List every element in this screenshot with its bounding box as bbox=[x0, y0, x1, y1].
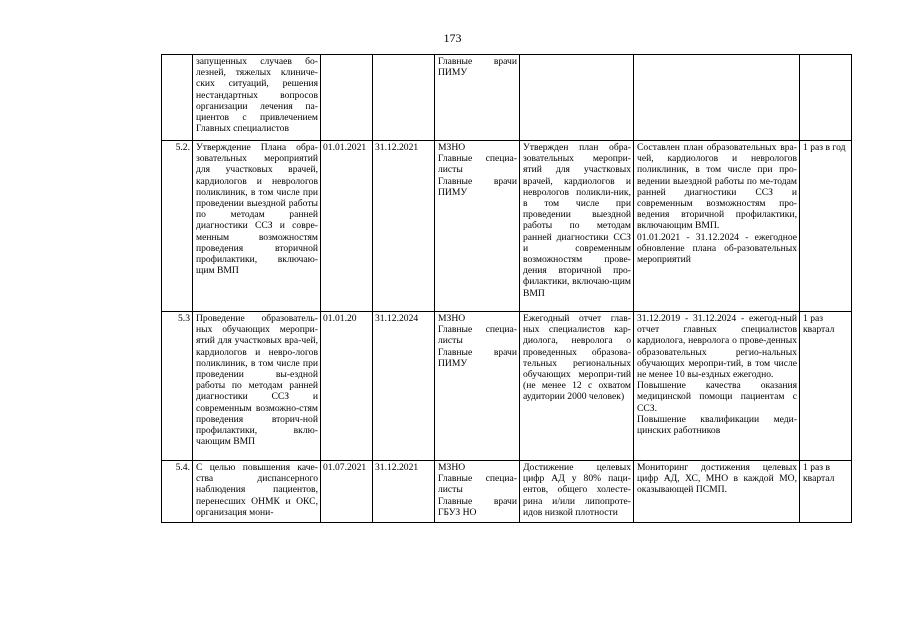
row-number: 5.3 bbox=[162, 312, 193, 461]
event-cell: Утверждение Плана обра-зовательных мероприятий для участковых врачей, кардиологов и неврологов поликлиник, в том числе при проведении выездной работы по методам ранней диагностики ССЗ и совре-менным возможностям проведения вторичной профилактики, включаю-щим ВМП bbox=[193, 141, 321, 312]
start-date: 01.01.2021 bbox=[321, 141, 373, 312]
responsible-cell bbox=[435, 55, 520, 141]
table-row bbox=[162, 461, 852, 523]
responsible-line: Главные врачи ПИМУ bbox=[438, 346, 517, 369]
row-number bbox=[162, 55, 193, 141]
responsible-line: Главные специа-листы bbox=[438, 153, 517, 176]
event-cell: запущенных случаев бо-лезней, тяжелых клиниче-ских ситуаций, решения нестандартных вопросов организации лечения па-циентов с привлечением Главных специалистов bbox=[193, 55, 321, 141]
frequency-cell bbox=[800, 55, 852, 141]
responsible-line: МЗНО bbox=[438, 462, 466, 473]
event-cell: С целью повышения каче-ства диспансерного наблюдения пациентов, перенесших ОНМК и ОКС, организация мони- bbox=[193, 461, 321, 523]
responsible-line: Главные специа-листы bbox=[438, 324, 517, 347]
page-number: 173 bbox=[443, 31, 462, 45]
frequency-cell: 1 раз в год bbox=[800, 141, 852, 312]
row-number: 5.2. bbox=[162, 141, 193, 312]
responsible-cell bbox=[435, 141, 520, 312]
responsible-line: Главные врачи ГБУЗ НО bbox=[438, 495, 517, 518]
plan-table bbox=[161, 54, 852, 523]
result-cell bbox=[520, 55, 634, 141]
table-row bbox=[162, 55, 852, 141]
indicator-line: Составлен план образовательных вра-чей, кардиологов и неврологов поликлиник, в том числе при про-ведении выездной работы по ме-тодам ранней диагностики ССЗ и современным возможностям про-ведения вторичной профилактики, включающим ВМП. bbox=[637, 142, 797, 232]
result-cell: Утвержден план обра-зовательных меропри-ятий для участковых врачей, кардиологов и неврологов поликли-ник, в том числе при проведении выездной работы по методам ранней диагностики ССЗ и современным возможностям прове-дения вторичной про-филактики, включаю-щим ВМП bbox=[520, 141, 634, 312]
indicator-line: Мониторинг достижения целевых цифр АД, ХС, МНО в каждой МО, оказывающей ПСМП. bbox=[637, 462, 797, 496]
indicator-line: 01.01.2021 - 31.12.2024 - ежегодное обновление плана об-разовательных мероприятий bbox=[637, 231, 797, 266]
indicator-cell bbox=[634, 55, 800, 141]
frequency-cell: 1 раз квартал bbox=[800, 312, 852, 461]
end-date bbox=[373, 55, 435, 141]
table-row bbox=[162, 141, 852, 312]
end-date: 31.12.2021 bbox=[373, 461, 435, 523]
frequency-cell: 1 раз в квартал bbox=[800, 461, 852, 523]
end-date: 31.12.2024 bbox=[373, 312, 435, 461]
responsible-line: Главные врачи ПИМУ bbox=[438, 56, 517, 79]
end-date: 31.12.2021 bbox=[373, 141, 435, 312]
result-cell: Достижение целевых цифр АД у 80% паци-ентов, общего холесте-рина и/или липопроте-идов низкой плотности bbox=[520, 461, 634, 523]
result-cell: Ежегодный отчет глав-ных специалистов кар-диолога, невролога о проведенных образова-тельных региональных обучающих меропри-тий (не менее 12 с охватом аудитории 2000 человек) bbox=[520, 312, 634, 461]
responsible-line: МЗНО bbox=[438, 142, 466, 153]
indicator-line: Повышение квалификации меди-цинских работников bbox=[637, 413, 797, 437]
responsible-cell bbox=[435, 461, 520, 523]
row-number: 5.4. bbox=[162, 461, 193, 523]
responsible-line: МЗНО bbox=[438, 313, 466, 324]
start-date: 01.01.20 bbox=[321, 312, 373, 461]
responsible-line: Главные врачи ПИМУ bbox=[438, 175, 517, 198]
indicator-cell bbox=[634, 461, 800, 523]
indicator-line: 31.12.2019 - 31.12.2024 - ежегод-ный отчет главных специалистов кардиолога, невролога о прове-денных образовательных регио-нальных обучающих меропри-тий, в том числе не менее 10 вы-ездных ежегодно. bbox=[637, 313, 797, 381]
event-cell: Проведение образователь-ных обучающих меропри-ятий для участковых вра-чей, кардиологов и невро-логов поликлиник, в том числе при проведении вы-ездной работы по методам ранней диагностики ССЗ и современным возможно-стям проведения вторич-ной профилактики, вклю-чающим ВМП bbox=[193, 312, 321, 461]
start-date bbox=[321, 55, 373, 141]
start-date: 01.07.2021 bbox=[321, 461, 373, 523]
responsible-cell bbox=[435, 312, 520, 461]
indicator-line: Повышение качества оказания медицинской помощи пациентам с ССЗ. bbox=[637, 380, 797, 414]
indicator-cell bbox=[634, 312, 800, 461]
responsible-line: Главные специа-листы bbox=[438, 473, 517, 496]
indicator-cell bbox=[634, 141, 800, 312]
table-row bbox=[162, 312, 852, 461]
